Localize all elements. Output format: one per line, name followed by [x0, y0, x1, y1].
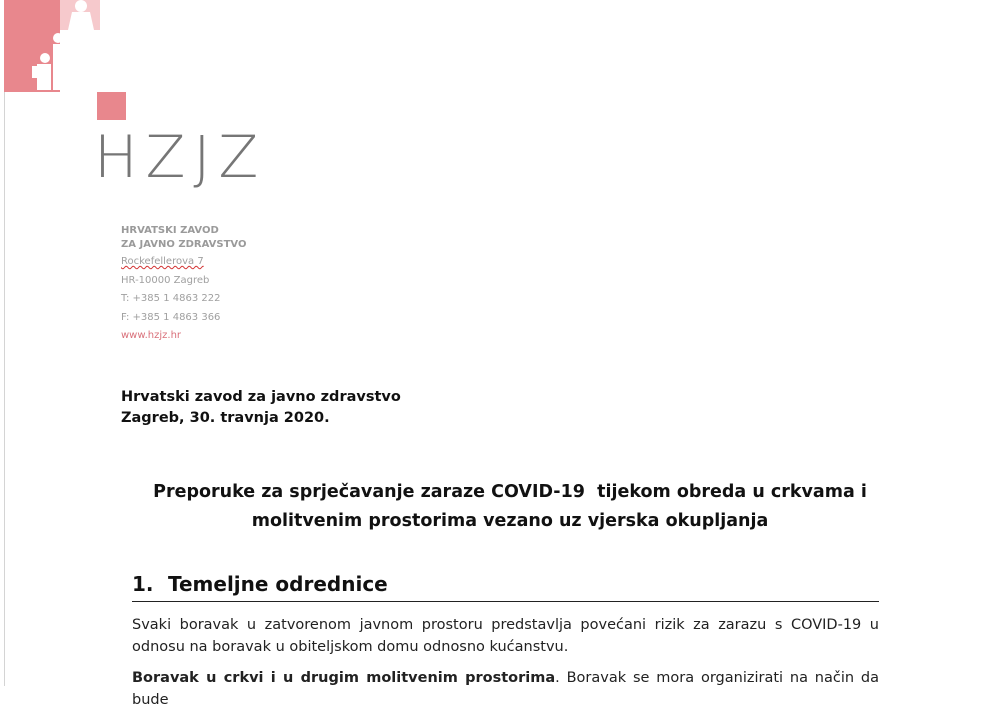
website-link[interactable]: www.hzjz.hr	[121, 330, 182, 341]
section-heading	[132, 572, 879, 602]
paragraph-2-bold-lead: Boravak u crkvi i u drugim molitvenim prostorima	[132, 670, 556, 686]
org-name-line1: HRVATSKI ZAVOD	[121, 225, 219, 236]
document-title	[130, 478, 890, 536]
logo-square	[97, 92, 126, 120]
fax-number: F: +385 1 4863 366	[121, 311, 221, 323]
paragraph-1: Svaki boravak u zatvorenom javnom prostoru predstavlja povećani rizik za zarazu s COVID-19 u odnosu na boravak u obiteljskom domu odnosno kućanstvu.	[132, 617, 879, 655]
place-date: Zagreb, 30. travnja 2020.	[121, 410, 330, 426]
section-title: Temeljne odrednice	[168, 572, 388, 596]
paragraph-2-text: . Boravak se mora organizirati na način da bude	[132, 670, 879, 708]
org-name-line2: ZA JAVNO ZDRAVSTVO	[121, 239, 247, 250]
sender-block	[121, 387, 401, 429]
street-address: Rockefellerova 7	[121, 256, 204, 267]
section-number: 1.	[132, 572, 154, 596]
sender-institution: Hrvatski zavod za javno zdravstvo	[121, 389, 401, 405]
title-line-1: Preporuke za sprječavanje zaraze COVID-19 tijekom obreda u crkvama i	[153, 482, 867, 502]
paragraph-2	[132, 667, 879, 711]
title-line-2: molitvenim prostorima vezano uz vjerska okupljanja	[251, 511, 769, 531]
phone-number: T: +385 1 4863 222	[121, 293, 221, 304]
logo-wordmark: HZJZ	[94, 123, 267, 191]
address-block	[121, 224, 246, 346]
page-left-edge	[4, 0, 5, 686]
city-address: HR-10000 Zagreb	[121, 274, 210, 286]
people-silhouette-graphic	[4, 0, 100, 92]
